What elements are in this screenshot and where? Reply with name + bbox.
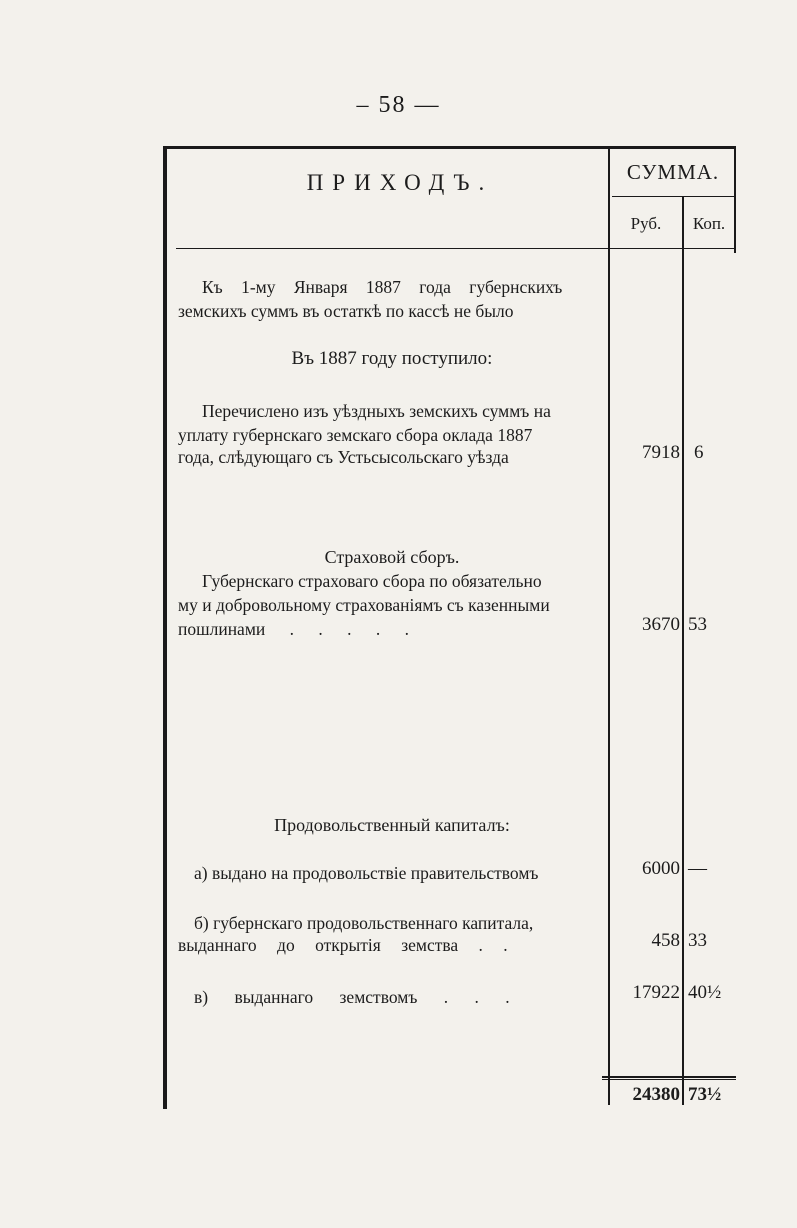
table-right-rule <box>734 147 736 253</box>
food-c-kop: 40½ <box>688 982 722 1003</box>
received-heading: Въ 1887 году поступило: <box>291 348 493 369</box>
insurance-line-3: пошлинами . . . . . <box>178 619 410 639</box>
balance-line-1: Къ 1-му Января 1887 года губернскихъ <box>202 277 563 297</box>
table-top-rule <box>166 146 736 149</box>
insurance-line-2: му и добровольному страхованіямъ съ казенными <box>178 595 550 615</box>
food-item-a: а) выдано на продовольствіе правительствомъ <box>194 863 539 883</box>
food-c-rub: 17922 <box>632 982 680 1003</box>
column-title-sum: СУММА. <box>626 160 720 184</box>
column-title-income: ПРИХОДЪ. <box>306 170 494 195</box>
total-rule <box>602 1076 736 1078</box>
insurance-line-1: Губернскаго страховаго сбора по обязательно <box>202 571 542 591</box>
column-title-rub: Руб. <box>630 214 662 233</box>
transfer-line-3: года, слѣдующаго съ Устьсысольскаго уѣзда <box>178 447 509 467</box>
insurance-heading: Страховой сборъ. <box>324 547 460 567</box>
sum-column-divider <box>608 147 610 1105</box>
food-b-rub: 458 <box>651 930 680 951</box>
food-a-rub: 6000 <box>642 858 680 879</box>
food-capital-heading: Продовольственный капиталъ: <box>274 815 510 835</box>
total-kop: 73½ <box>688 1084 722 1105</box>
transfer-rub: 7918 <box>642 442 680 463</box>
total-rule-second <box>602 1079 736 1080</box>
sum-subheader-rule <box>612 196 736 197</box>
food-a-kop: — <box>688 858 707 879</box>
transfer-line-1: Перечислено изъ уѣздныхъ земскихъ суммъ на <box>202 401 551 421</box>
food-item-c: в) выданнаго земствомъ . . . <box>194 987 510 1007</box>
insurance-rub: 3670 <box>642 614 680 635</box>
total-rub: 24380 <box>632 1084 680 1105</box>
transfer-line-2: уплату губернскаго земскаго сбора оклада 1887 <box>178 425 533 445</box>
rub-kop-divider <box>682 197 684 1105</box>
header-bottom-rule <box>176 248 736 249</box>
food-item-b-line-2: выданнаго до открытія земства . . <box>178 935 508 955</box>
transfer-kop: 6 <box>694 442 704 463</box>
insurance-kop: 53 <box>688 614 707 635</box>
column-title-kop: Коп. <box>692 214 726 233</box>
table-left-rule <box>163 146 167 1109</box>
balance-line-2: земскихъ суммъ въ остаткѣ по кассѣ не было <box>178 301 514 321</box>
food-b-kop: 33 <box>688 930 707 951</box>
food-item-b-line-1: б) губернскаго продовольственнаго капитала, <box>194 913 534 933</box>
page-number: – 58 — <box>356 92 441 118</box>
